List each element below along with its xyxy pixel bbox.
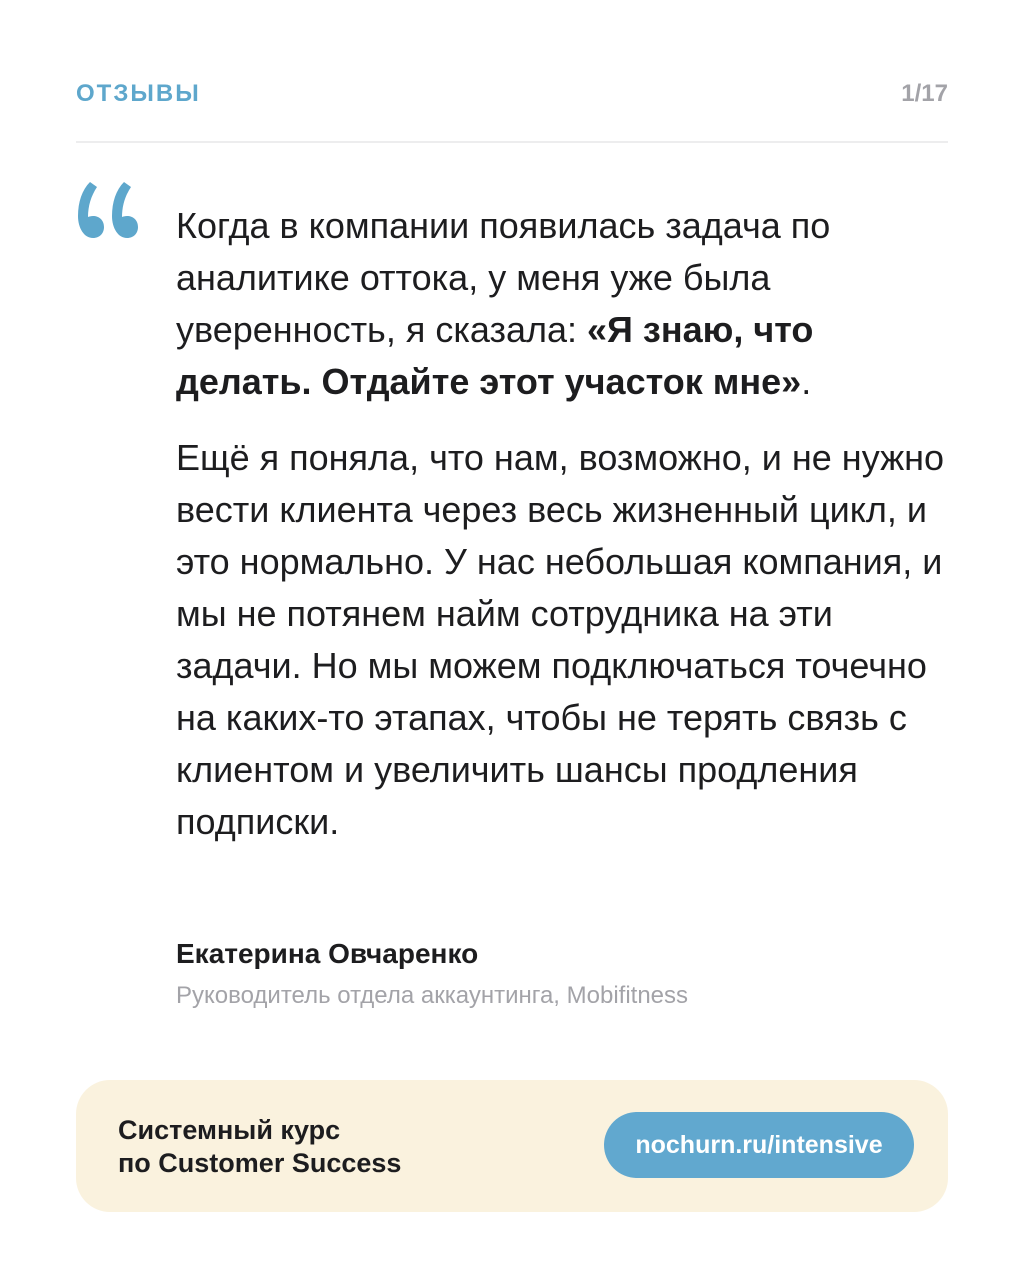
section-label: ОТЗЫВЫ xyxy=(76,80,201,107)
course-promo-card xyxy=(76,1080,948,1212)
quote-text-end: . xyxy=(801,361,812,402)
quote-icon xyxy=(76,178,140,242)
quote-paragraph-1 xyxy=(176,200,956,408)
course-title-line-1: Системный курс xyxy=(118,1115,341,1145)
quote-text-part: Когда в компании появилась задача по аналитике оттока, у меня уже была уверенность, я сказала: xyxy=(176,205,831,350)
author-name: Екатерина Овчаренко xyxy=(176,938,479,969)
page-counter: 1/17 xyxy=(901,80,948,107)
course-title-line-2: по Customer Success xyxy=(118,1148,402,1178)
quote-text xyxy=(176,200,956,848)
quote-highlight: «Я знаю, что делать. Отдайте этот участок мне» xyxy=(176,309,814,402)
author-role: Руководитель отдела аккаунтинга, Mobifitness xyxy=(176,982,689,1009)
course-title xyxy=(118,1114,401,1180)
quote-paragraph-2: Ещё я поняла, что нам, возможно, и не нужно вести клиента через весь жизненный цикл, и это нормально. У нас небольшая компания, и мы не потянем найм сотрудника на эти задачи. Но мы можем подключаться точечно на каких-то этапах, чтобы не терять связь с клиентом и увеличить шансы продления подписки. xyxy=(176,437,945,842)
course-link-button[interactable]: nochurn.ru/intensive xyxy=(604,1112,914,1178)
divider xyxy=(76,141,948,143)
